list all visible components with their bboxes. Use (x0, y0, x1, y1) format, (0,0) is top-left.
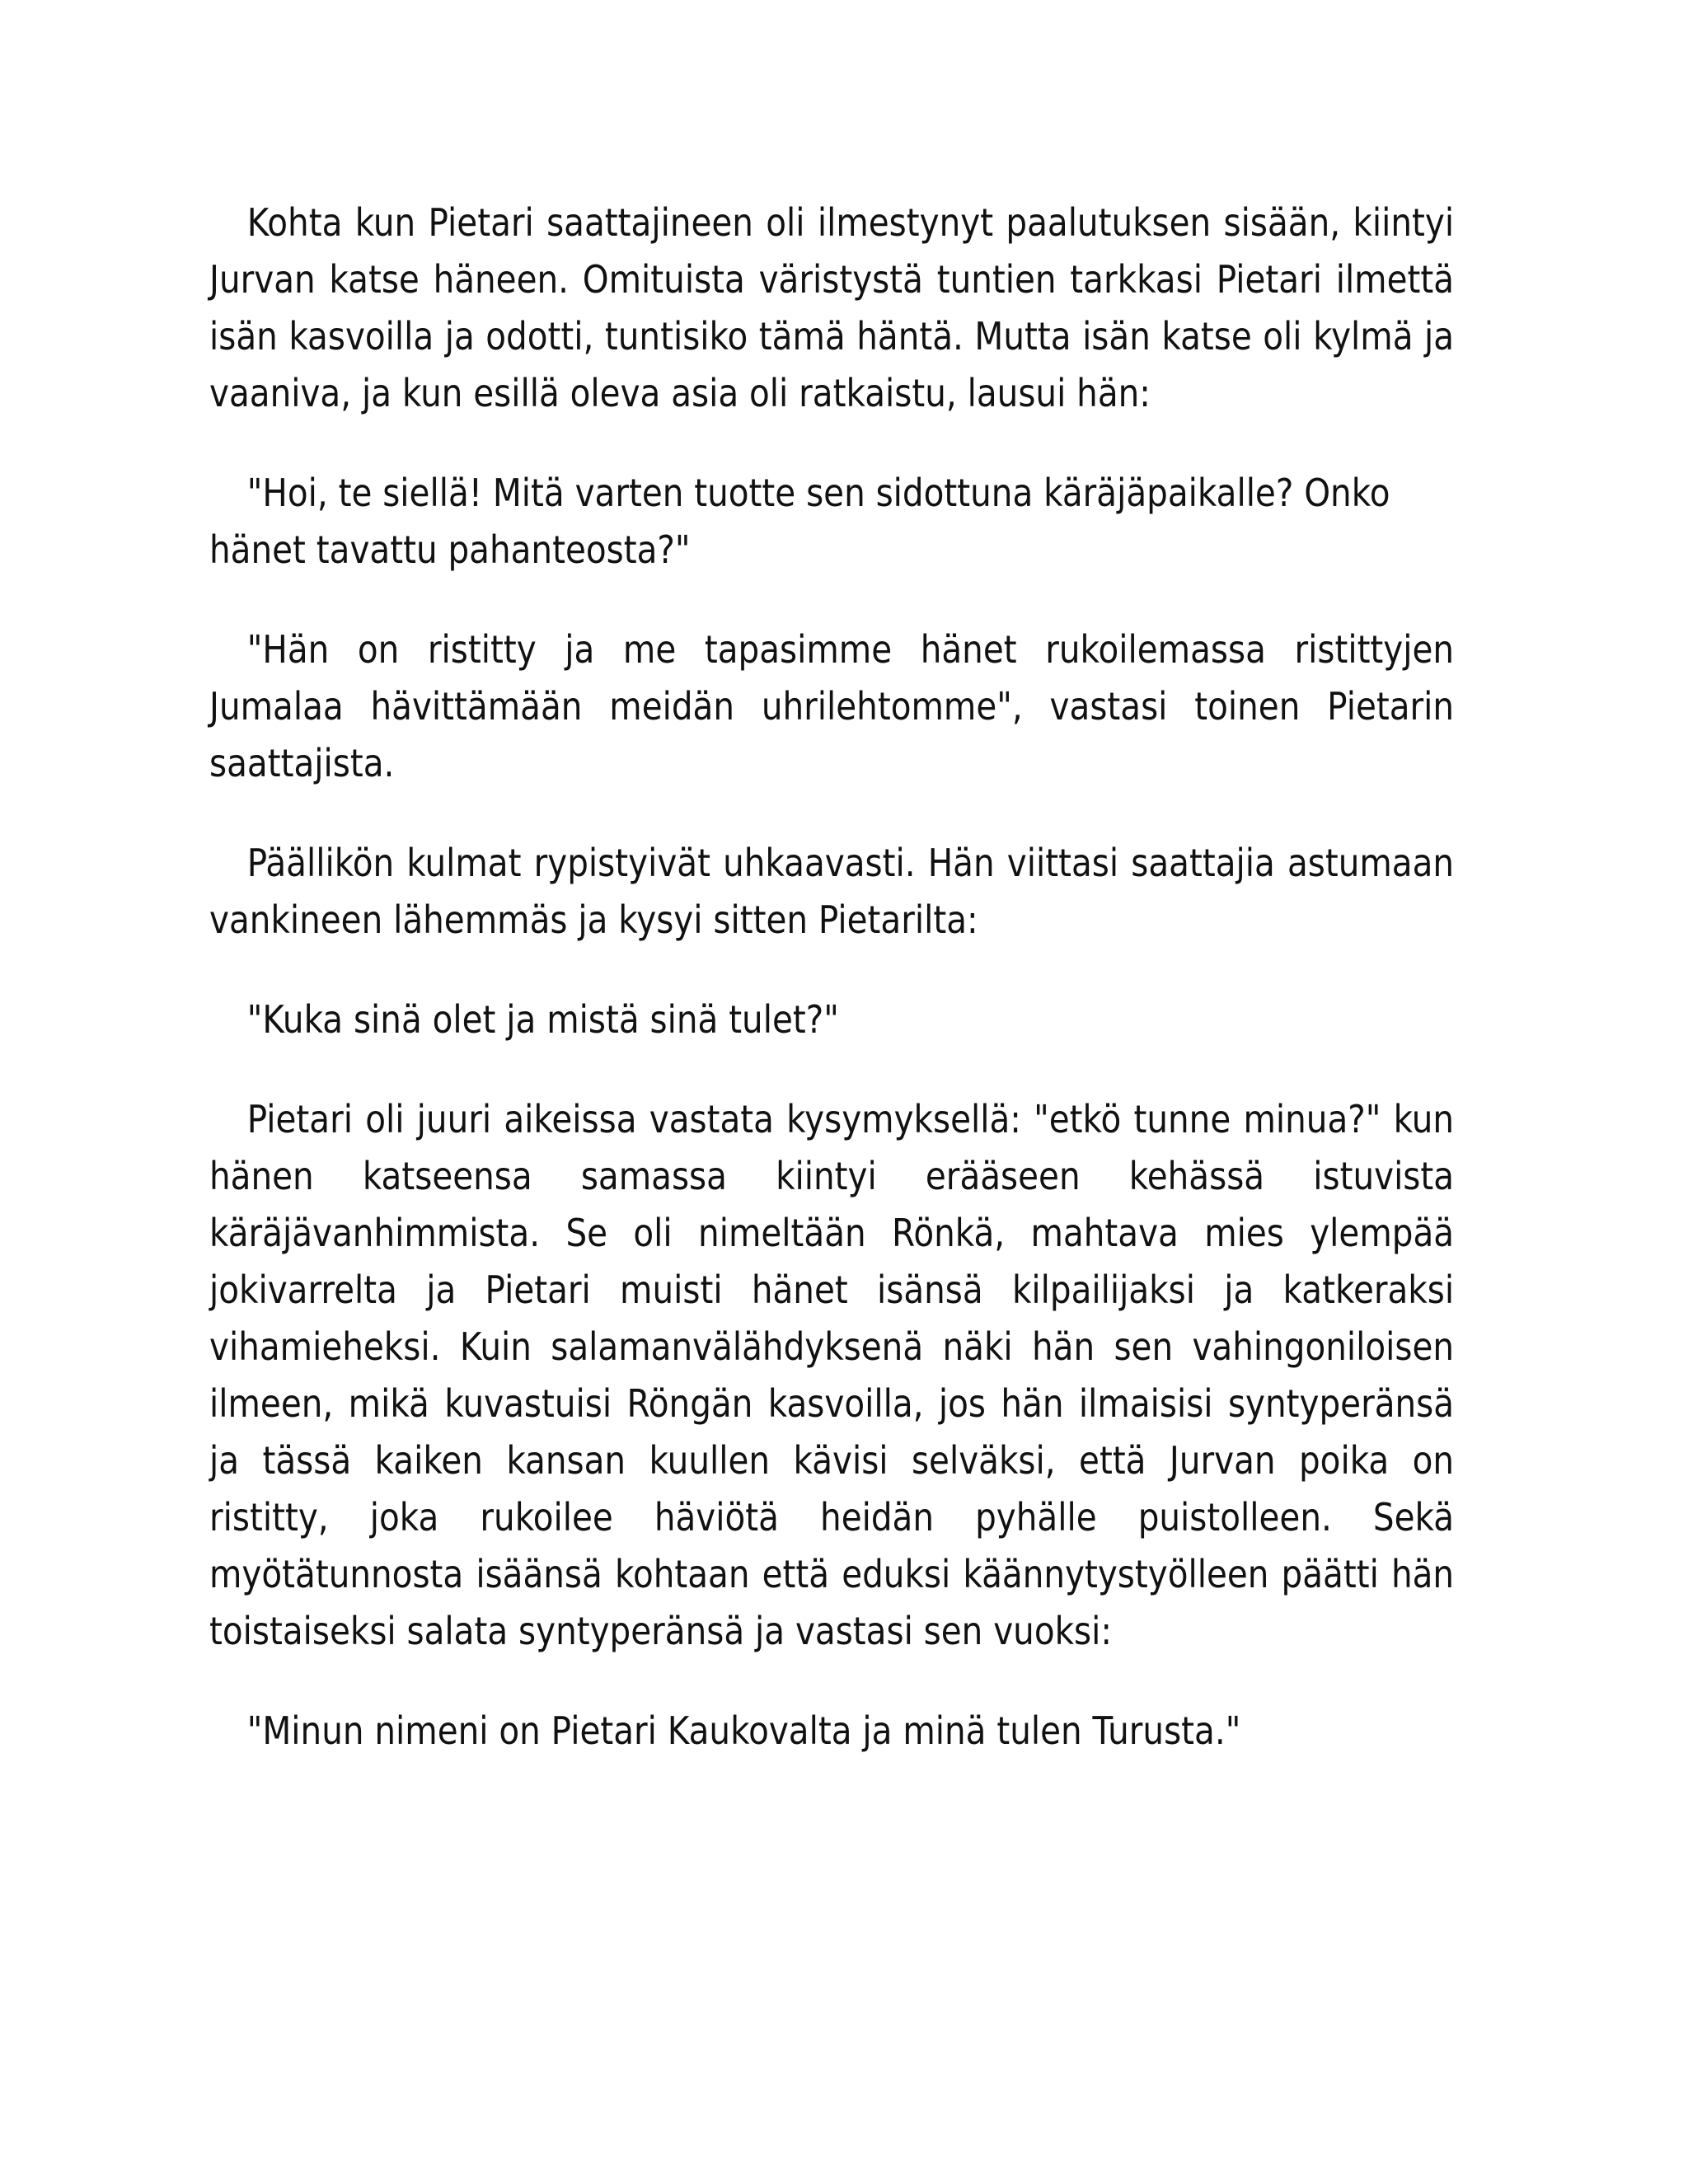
paragraph-1: Kohta kun Pietari saattajineen oli ilmestynyt paalutuksen sisään, kiintyi Jurvan katse häneen. Omituista väristystä tuntien tarkkasi Pietari ilmettä isän kasvoilla ja odotti, tuntisiko tämä häntä. Mutta isän katse oli kylmä ja vaaniva, ja kun esillä oleva asia oli ratkaistu, lausui hän: (209, 200, 1455, 415)
document-body (209, 194, 1454, 1760)
paragraph-4: Päällikön kulmat rypistyivät uhkaavasti. Hän viittasi saattajia astumaan vankineen lähemmäs ja kysyi sitten Pietarilta: (209, 841, 1455, 942)
paragraph-6: Pietari oli juuri aikeissa vastata kysymyksellä: "etkö tunne minua?" kun hänen katseensa samassa kiintyi erääseen kehässä istuvista käräjävanhimmista. Se oli nimeltään Rönkä, mahtava mies ylempää jokivarrelta ja Pietari muisti hänet isänsä kilpailijaksi ja katkeraksi vihamieheksi. Kuin salamanvälähdyksenä näki hän sen vahingoniloisen ilmeen, mikä kuvastuisi Röngän kasvoilla, jos hän ilmaisisi syntyperänsä ja tässä kaiken kansan kuullen kävisi selväksi, että Jurvan poika on ristitty, joka rukoilee häviötä heidän pyhälle puistolleen. Sekä myötätunnosta isäänsä kohtaan että eduksi käännytystyölleen päätti hän toistaiseksi salata syntyperänsä ja vastasi sen vuoksi: (209, 1097, 1455, 1653)
document-page (209, 194, 1455, 1802)
paragraph-2: "Hoi, te siellä! Mitä varten tuotte sen sidottuna käräjäpaikalle? Onko hänet tavattu pahanteosta?" (209, 471, 1390, 572)
paragraph-5: "Kuka sinä olet ja mistä sinä tulet?" (246, 997, 839, 1042)
paragraph-7: "Minun nimeni on Pietari Kaukovalta ja minä tulen Turusta." (246, 1708, 1241, 1753)
paragraph-3: "Hän on ristitty ja me tapasimme hänet rukoilemassa ristittyjen Jumalaa hävittämään meidän uhrilehtomme", vastasi toinen Pietarin saattajista. (209, 627, 1455, 785)
